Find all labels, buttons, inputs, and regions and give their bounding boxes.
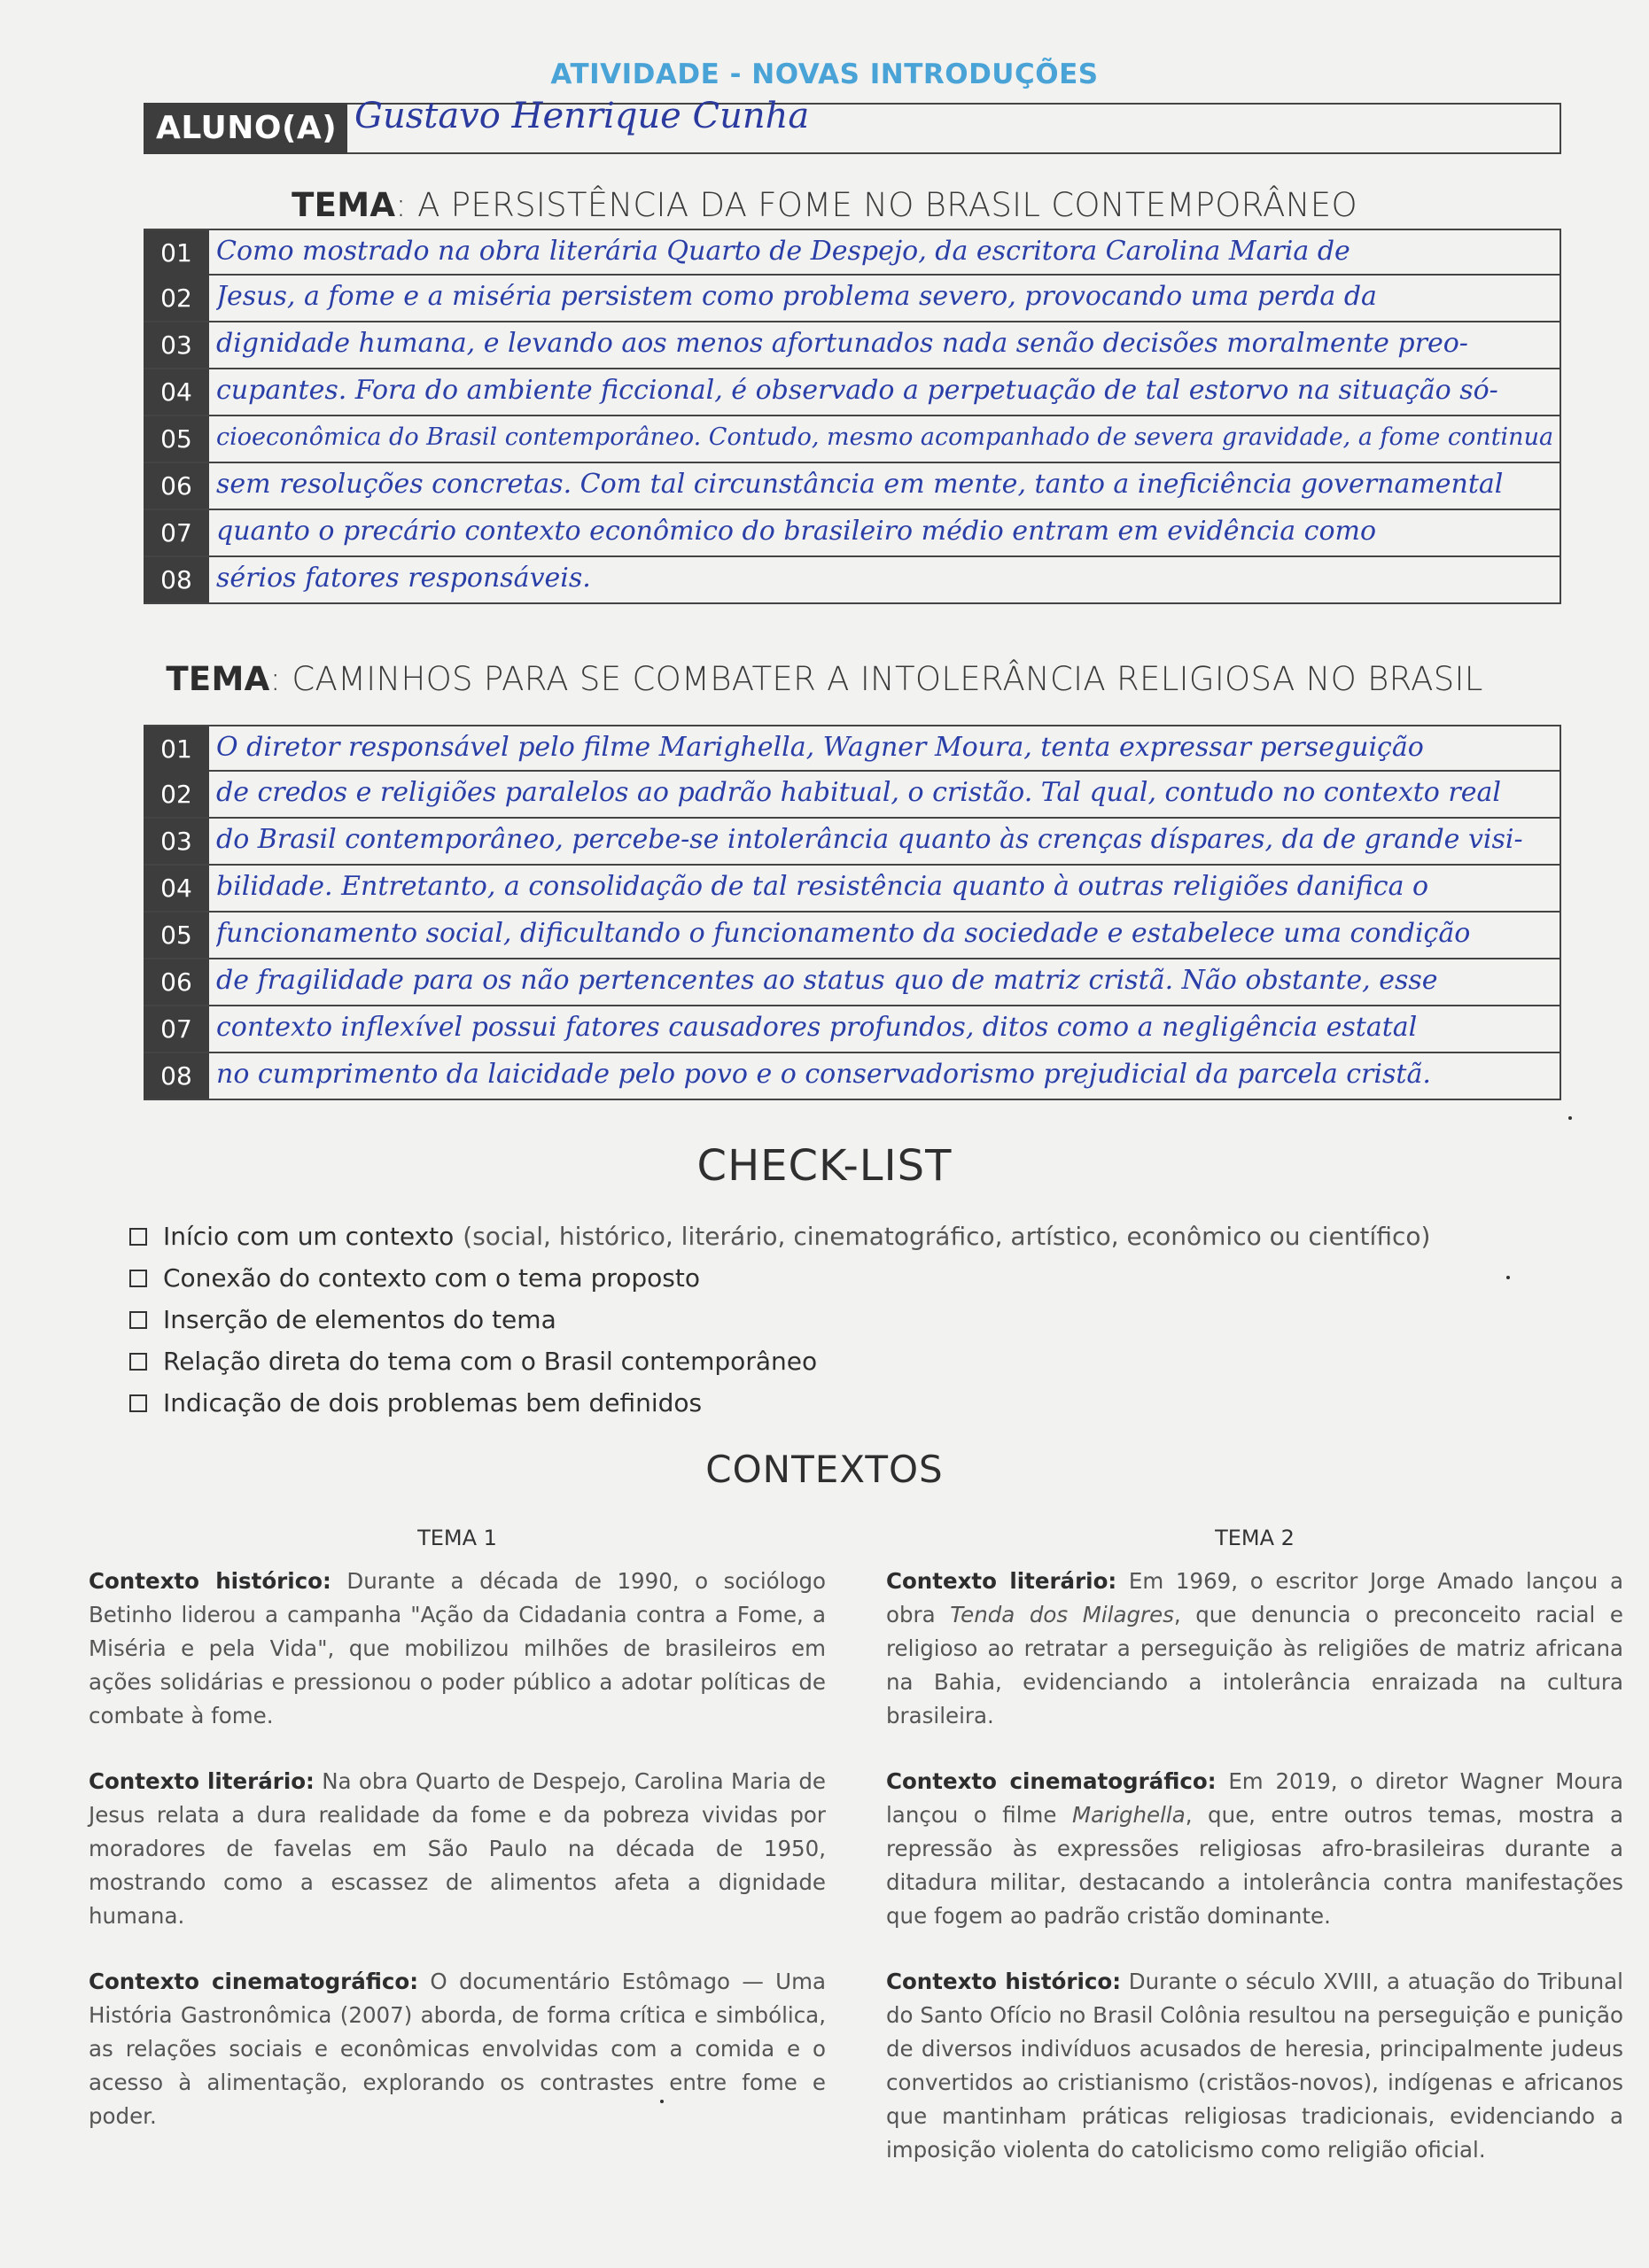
line-number: 03 <box>144 819 209 864</box>
line-number: 04 <box>144 866 209 911</box>
tema2-line[interactable] <box>144 1006 1561 1053</box>
tema1-context-cinematografico: Contexto cinematográfico: O documentário Estômago — Uma História Gastronômica (2007) aborda, de forma crítica e simbólica, as relações sociais e econômicas envolvidas com a comida e o acesso à alimentação, explorando os contrastes entre fome e poder. <box>89 1969 826 2129</box>
line-number: 07 <box>144 510 209 555</box>
checklist <box>129 1216 1430 1424</box>
tema2-column-label: TEMA 2 <box>1215 1526 1295 1550</box>
tema1-context-historico: Contexto histórico: Durante a década de 1990, o sociólogo Betinho liderou a campanha "Ação da Cidadania contra a Fome, a Miséria e pela Vida", que mobilizou milhões de brasileiros em ações solidárias e pressionou o poder público a adotar políticas de combate à fome. <box>89 1568 826 1728</box>
aluno-name-handwritten: Gustavo Henrique Cunha <box>354 96 810 136</box>
handwritten-text: funcionamento social, dificultando o funcionamento da sociedade e estabelece uma condição <box>216 918 1471 949</box>
line-number: 07 <box>144 1006 209 1052</box>
handwritten-text: cioeconômica do Brasil contemporâneo. Contudo, mesmo acompanhado de severa gravidade, a fome continua <box>216 423 1554 451</box>
tema2-line[interactable] <box>144 866 1561 913</box>
handwritten-text: O diretor responsável pelo filme Marighella, Wagner Moura, tenta expressar perseguição <box>216 732 1424 763</box>
tema1-line[interactable] <box>144 510 1561 557</box>
line-number: 03 <box>144 322 209 368</box>
handwritten-text: quanto o precário contexto econômico do brasileiro médio entram em evidência como <box>216 516 1377 547</box>
tema2-line[interactable] <box>144 772 1561 819</box>
tema2-line[interactable] <box>144 913 1561 959</box>
handwritten-text: contexto inflexível possui fatores causadores profundos, ditos como a negligência estatal <box>216 1012 1418 1043</box>
tema1-context-literario: Contexto literário: Na obra Quarto de Despejo, Carolina Maria de Jesus relata a dura realidade da fome e da pobreza vividas por moradores de favelas em São Paulo na década de 1950, mostrando como a escassez de alimentos afeta a dignidade humana. <box>89 1768 827 1929</box>
handwritten-text: de credos e religiões paralelos ao padrão habitual, o cristão. Tal qual, contudo no contexto real <box>216 777 1501 808</box>
tema1-line[interactable] <box>144 463 1561 510</box>
handwritten-text: Como mostrado na obra literária Quarto de Despejo, da escritora Carolina Maria de <box>216 236 1350 267</box>
tema2-context-literario: Contexto literário: Em 1969, o escritor Jorge Amado lançou a obra Tenda dos Milagres, que denuncia o preconceito racial e religioso ao retratar a perseguição às religiões de matriz africana na Bahia, evidenciando a intolerância enraizada na cultura brasileira. <box>886 1568 1623 1728</box>
handwritten-text: Jesus, a fome e a miséria persistem como problema severo, provocando uma perda da <box>216 281 1377 312</box>
line-number: 08 <box>144 557 209 602</box>
tema1-line[interactable] <box>144 557 1561 604</box>
contextos-tema2-column <box>886 1526 1623 2199</box>
checklist-item-label: Indicação de dois problemas bem definidos <box>163 1388 703 1418</box>
line-number: 02 <box>144 276 209 321</box>
tema1-line[interactable] <box>144 416 1561 463</box>
handwritten-text: dignidade humana, e levando aos menos afortunados nada senão decisões moralmente preo- <box>216 328 1468 359</box>
line-number: 06 <box>144 463 209 509</box>
tema1-line[interactable] <box>144 229 1561 276</box>
tema1-title <box>0 186 1649 224</box>
checklist-item-label: Início com um contexto <box>163 1222 455 1251</box>
line-number: 01 <box>144 230 209 276</box>
checkbox[interactable] <box>129 1270 147 1287</box>
checklist-item[interactable] <box>129 1299 1430 1340</box>
tema2-line[interactable] <box>144 819 1561 866</box>
checklist-item[interactable] <box>129 1257 1430 1299</box>
tema1-writing-lines <box>144 229 1561 604</box>
checklist-item-label: Conexão do contexto com o tema proposto <box>163 1263 700 1293</box>
handwritten-text: bilidade. Entretanto, a consolidação de tal resistência quanto à outras religiões danifica o <box>216 871 1429 902</box>
tema1-column-label: TEMA 1 <box>417 1526 497 1550</box>
tema2-label: TEMA <box>166 660 270 698</box>
line-number: 08 <box>144 1053 209 1099</box>
aluno-label: ALUNO(A) <box>144 103 347 154</box>
scan-speck <box>660 2100 664 2103</box>
scan-speck <box>1568 1116 1572 1120</box>
page-title: ATIVIDADE - NOVAS INTRODUÇÕES <box>550 58 1099 90</box>
checklist-title: CHECK-LIST <box>696 1141 953 1191</box>
tema2-line[interactable] <box>144 1053 1561 1100</box>
tema2-context-cinematografico: Contexto cinematográfico: Em 2019, o diretor Wagner Moura lançou o filme Marighella, que, entre outros temas, mostra a repressão às expressões religiosas afro-brasileiras durante a ditadura militar, destacando a intolerância contra manifestações que fogem ao padrão cristão dominante. <box>886 1768 1623 1929</box>
tema1-line[interactable] <box>144 276 1561 322</box>
contextos-title: CONTEXTOS <box>705 1448 944 1491</box>
checklist-item-label: Relação direta do tema com o Brasil contemporâneo <box>163 1347 818 1376</box>
tema2-context-historico: Contexto histórico: Durante o século XVIII, a atuação do Tribunal do Santo Ofício no Brasil Colônia resultou na perseguição e punição de diversos indivíduos acusados de heresia, principalmente judeus convertidos ao cristianismo (cristãos-novos), indígenas e africanos que mantinham práticas religiosas tradicionais, evidenciando a imposição violenta do catolicismo como religião oficial. <box>886 1969 1623 2163</box>
line-number: 01 <box>144 726 209 772</box>
checklist-item-note: (social, histórico, literário, cinematográfico, artístico, econômico ou científico) <box>463 1222 1431 1251</box>
handwritten-text: sem resoluções concretas. Com tal circunstância em mente, tanto a ineficiência governamental <box>216 469 1504 500</box>
checklist-item-label: Inserção de elementos do tema <box>163 1305 556 1334</box>
tema2-line[interactable] <box>144 725 1561 772</box>
tema2-title-text: : CAMINHOS PARA SE COMBATER A INTOLERÂNCIA RELIGIOSA NO BRASIL <box>269 660 1483 698</box>
handwritten-text: do Brasil contemporâneo, percebe-se intolerância quanto às crenças díspares, da de grande visi- <box>216 824 1523 855</box>
line-number: 05 <box>144 913 209 958</box>
handwritten-text: cupantes. Fora do ambiente ficcional, é observado a perpetuação de tal estorvo na situação só- <box>216 375 1498 406</box>
checkbox[interactable] <box>129 1228 147 1246</box>
checklist-item[interactable] <box>129 1340 1430 1382</box>
tema1-line[interactable] <box>144 322 1561 369</box>
line-number: 06 <box>144 959 209 1005</box>
tema2-title <box>0 660 1649 698</box>
handwritten-text: de fragilidade para os não pertencentes ao status quo de matriz cristã. Não obstante, esse <box>216 965 1438 996</box>
checkbox[interactable] <box>129 1394 147 1412</box>
tema1-title-text: : A PERSISTÊNCIA DA FOME NO BRASIL CONTEMPORÂNEO <box>395 186 1357 224</box>
tema2-writing-lines <box>144 725 1561 1100</box>
checklist-item[interactable] <box>129 1382 1430 1424</box>
tema1-line[interactable] <box>144 369 1561 416</box>
checklist-item[interactable] <box>129 1216 1430 1257</box>
handwritten-text: sérios fatores responsáveis. <box>216 563 591 594</box>
tema2-line[interactable] <box>144 959 1561 1006</box>
checkbox[interactable] <box>129 1353 147 1371</box>
contextos-tema1-column <box>89 1526 826 2165</box>
line-number: 02 <box>144 772 209 817</box>
line-number: 04 <box>144 369 209 415</box>
checkbox[interactable] <box>129 1311 147 1329</box>
scan-speck <box>1506 1276 1510 1279</box>
handwritten-text: no cumprimento da laicidade pelo povo e o conservadorismo prejudicial da parcela cristã. <box>216 1059 1431 1090</box>
tema1-label: TEMA <box>292 186 396 224</box>
line-number: 05 <box>144 416 209 462</box>
